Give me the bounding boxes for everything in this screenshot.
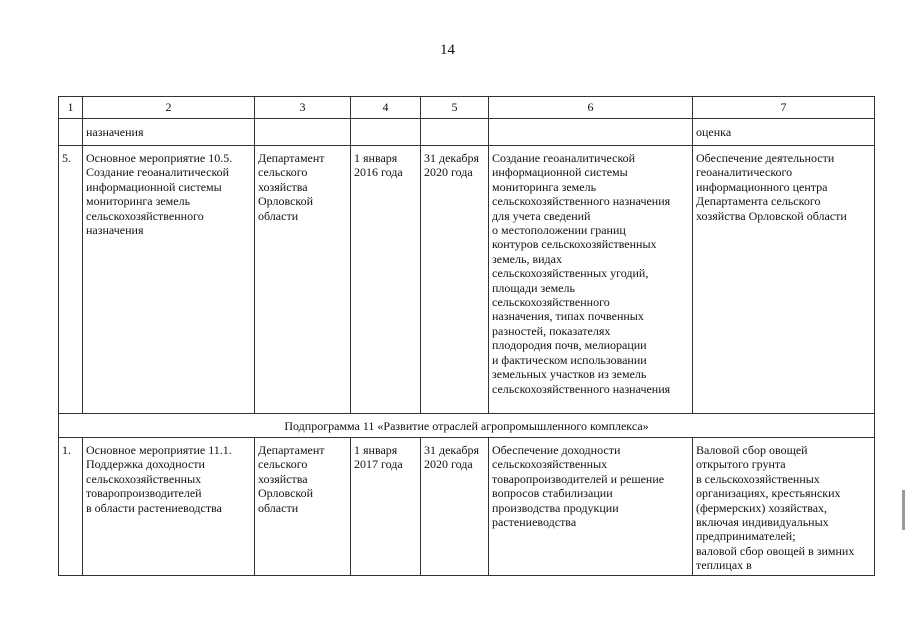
cell-empty (59, 119, 83, 146)
header-cell: 7 (693, 97, 875, 119)
cell-end-date: 31 декабря 2020 года (421, 438, 489, 576)
cell-number: 1. (59, 438, 83, 576)
cell-empty (255, 119, 351, 146)
header-row (59, 97, 875, 119)
header-cell: 6 (489, 97, 693, 119)
cell-empty (351, 119, 421, 146)
header-cell: 1 (59, 97, 83, 119)
subprogram-title: Подпрограмма 11 «Развитие отраслей агропромышленного комплекса» (59, 414, 875, 438)
cell-result: Создание геоаналитической информационной системы мониторинга земель сельскохозяйственного назначения для учета сведений о местоположении границ контуров сельскохозяйственных земель, видах сельскохозяйственных угодий, площади земель сельскохозяйственного назначения, типах почвенных разностей, показателях плодородия почв, мелиорации и фактическом использовании земельных участков из земель сельскохозяйственного назначения (489, 146, 693, 414)
cell-executor: Департамент сельского хозяйства Орловской области (255, 146, 351, 414)
header-cell: 4 (351, 97, 421, 119)
cell-indicator: Обеспечение деятельности геоаналитического информационного центра Департамента сельского хозяйства Орловской области (693, 146, 875, 414)
cell-event-continuation: назначения (83, 119, 255, 146)
cell-result: Обеспечение доходности сельскохозяйственных товаропроизводителей и решение вопросов стабилизации производства продукции растениеводства (489, 438, 693, 576)
subprogram-row (59, 414, 875, 438)
cell-empty (421, 119, 489, 146)
page-number: 14 (440, 42, 455, 58)
table-row (59, 146, 875, 414)
header-cell: 2 (83, 97, 255, 119)
cell-start-date: 1 января 2016 года (351, 146, 421, 414)
cell-executor: Департамент сельского хозяйства Орловской области (255, 438, 351, 576)
cell-indicator: Валовой сбор овощей открытого грунта в сельскохозяйственных организациях, крестьянских (фермерских) хозяйствах, включая индивидуальных предпринимателей; валовой сбор овощей в зимних теплицах в (693, 438, 875, 576)
header-cell: 3 (255, 97, 351, 119)
cell-event: Основное мероприятие 10.5. Создание геоаналитической информационной системы мониторинга земель сельскохозяйственного назначения (83, 146, 255, 414)
cell-empty (489, 119, 693, 146)
cell-event: Основное мероприятие 11.1. Поддержка доходности сельскохозяйственных товаропроизводителей в области растениеводства (83, 438, 255, 576)
header-cell: 5 (421, 97, 489, 119)
cell-start-date: 1 января 2017 года (351, 438, 421, 576)
cell-end-date: 31 декабря 2020 года (421, 146, 489, 414)
table-row (59, 438, 875, 576)
program-table (58, 96, 875, 576)
continuation-row (59, 119, 875, 146)
cell-number: 5. (59, 146, 83, 414)
cell-indicator-continuation: оценка (693, 119, 875, 146)
